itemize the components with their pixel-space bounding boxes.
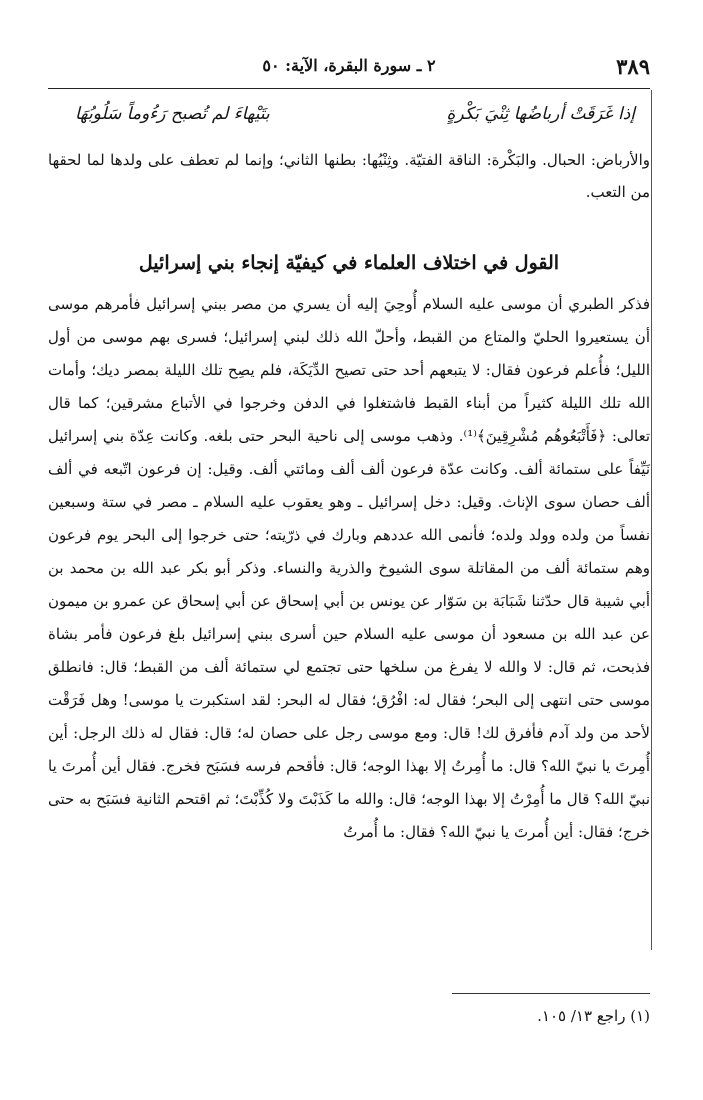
verse-first-hemistich: إذا غَرَقَتْ أرباضُها ثِنْيَ بَكْرةٍ bbox=[446, 104, 635, 124]
footnote: (١) راجع ١٣/ ١٠٥. bbox=[537, 1007, 650, 1025]
poetry-verse bbox=[75, 100, 635, 140]
footnote-divider bbox=[452, 993, 650, 994]
page-header bbox=[48, 52, 650, 84]
verse-second-hemistich: بتَيْهاءَ لم تُصبح رَءُوماً سَلُوبُهَا bbox=[75, 104, 270, 124]
section-heading: القول في اختلاف العلماء في كيفيّة إنجاء بني إسرائيل bbox=[138, 252, 560, 274]
header-divider bbox=[48, 88, 650, 89]
body-paragraph: فذكر الطبري أن موسى عليه السلام أُوحِيَ إليه أن يسري من مصر ببني إسرائيل فأمرهم موسى أن يستعيروا الحليّ والمتاع من القبط، وأحلّ الله ذلك لبني إسرائيل؛ فسرى بهم موسى من أول الليل؛ فأُعلم فرعون فقال: لا يتبعهم أحد حتى تصيح الدِّيَكَة، فلم يصِح تلك الليلة بمصر ديك؛ وأمات الله تلك الليلة كثيراً من أبناء القبط فاشتغلوا في الدفن وخرجوا في الأتباع مشرقين؛ كما قال تعالى: ﴿فَأَتْبَعُوهُم مُشْرِقِينَ﴾⁽¹⁾. وذهب موسى إلى ناحية البحر حتى بلغه. وكانت عِدّة بني إسرائيل نَيِّفاً على ستمائة ألف. وكانت عدّة فرعون ألف ألف ومائتي ألف. وقيل: إن فرعون اتّبعه في ألف ألف حصان سوى الإناث. وقيل: دخل إسرائيل ـ وهو يعقوب عليه السلام ـ مصر في ستة وسبعين نفساً من ولده وولد ولده؛ فأنمى الله عددهم وبارك في ذرّيته؛ حتى خرجوا إلى البحر يوم فرعون وهم ستمائة ألف من المقاتلة سوى الشيوخ والذرية والنساء. وذكر أبو بكر عبد الله بن محمد بن أبي شيبة قال حدّثنا شَبَابَة بن سَوّار عن يونس بن أبي إسحاق عن أبي إسحاق عن عمرو بن ميمون عن عبد الله بن مسعود أن موسى عليه السلام حين أسرى ببني إسرائيل بلغ فرعون فأمر بشاة فذبحت، ثم قال: لا والله لا يفرغ من سلخها حتى تجتمع لي ستمائة ألف من القبط؛ قال: فانطلق موسى حتى انتهى إلى البحر؛ فقال له: افْرُق؛ فقال له البحر: لقد استكبرت يا موسى! وهل فَرَقْت لأحد من ولد آدم فأفرق لك! قال: ومع موسى رجل على حصان له؛ قال: فقال له ذلك الرجل: أين أُمِرتَ يا نبيّ الله؟ قال: ما أُمِرتُ إلا بهذا الوجه؛ قال: فأقحم فرسه فسَبَح فخرج. فقال أين أُمرتَ يا نبيّ الله؟ قال ما أُمِرْتُ إلا بهذا الوجه؛ قال: والله ما كَذَبْتَ ولا كُذِّبْتَ؛ ثم اقتحم الثانية فسَبَح به حتى خرج؛ فقال: أين أُمرتَ يا نبيّ الله؟ فقال: ما أُمرتُ bbox=[48, 295, 650, 841]
verse-gloss-paragraph: والأرباض: الحبال. والبَكْرة: الناقة الفتيّة. وثِنْيُها: بطنها الثاني؛ وإنما لم تعطف على ولدها لما لحقها من التعب. bbox=[48, 151, 650, 201]
margin-line bbox=[651, 90, 652, 950]
running-title: ٢ ـ سورة البقرة، الآية: ٥٠ bbox=[262, 56, 436, 75]
page-number: ٣٨٩ bbox=[616, 54, 650, 79]
